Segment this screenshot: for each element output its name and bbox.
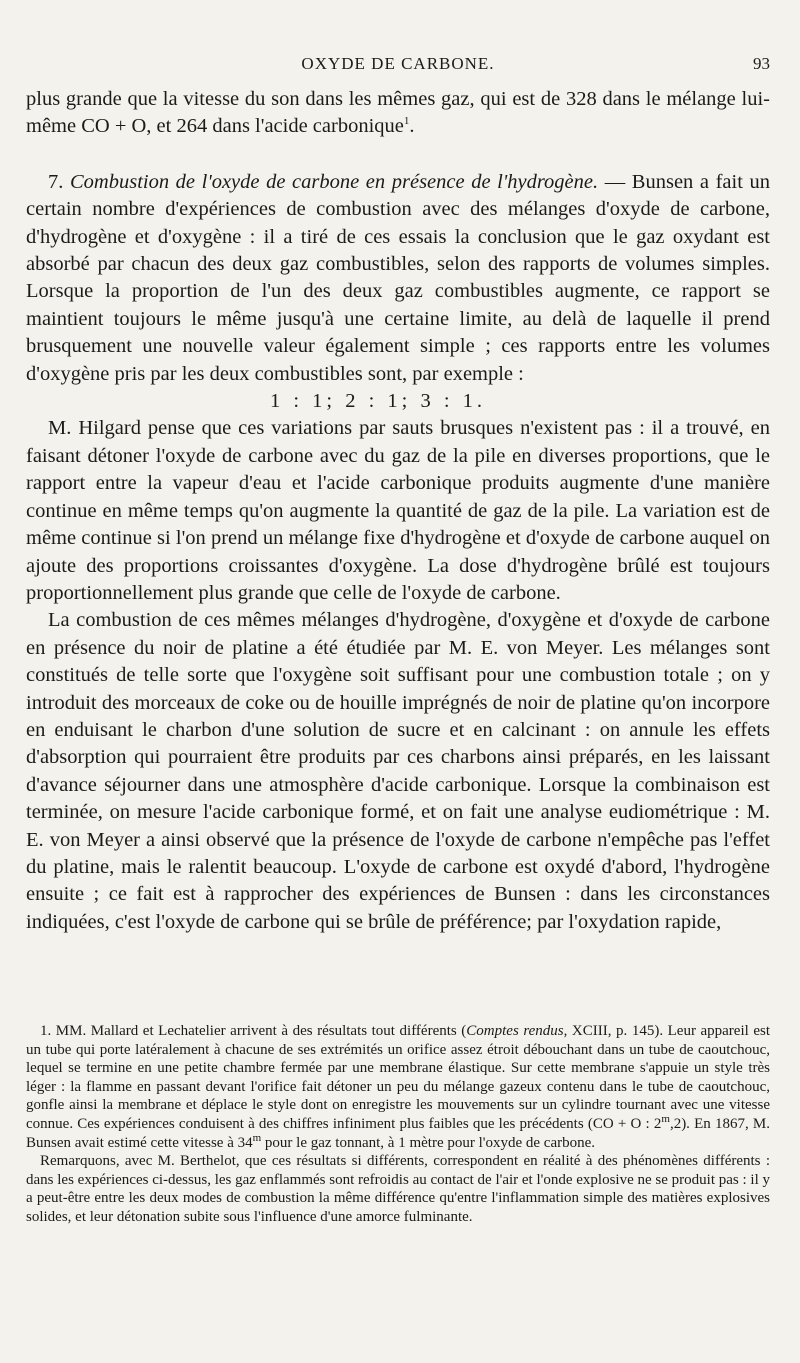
paragraph-continuation xyxy=(26,86,770,141)
footnote-ref: 1 xyxy=(403,115,410,128)
footnotes xyxy=(26,1022,770,1227)
paragraph-text: — Bunsen a fait un certain nombre d'expériences de combustion avec des mélanges d'oxyde de carbone, d'hydrogène et d'oxygène : il a tiré de ces essais la conclusion que le gaz oxydant est absorbé par chacun des deux gaz combustibles, selon des rapports de volumes simples. Lorsque la proportion de l'un des deux gaz combustibles augmente, ce rapport se maintient toujours le même jusqu'à une certaine limite, au delà de laquelle il prend brusquement une nouvelle valeur également simple ; ces rapports entre les volumes d'oxygène pris par les deux combustibles sont, par exemple : xyxy=(26,170,770,385)
footnote-text: , XCIII, p. 145). Leur appareil est un tube qui porte latéralement à chacune de ses extrémités un orifice assez étroit débouchant dans un tube de caoutchouc, lequel se termine en une petite chambre fermée par une membrane élastique. Sur cette membrane s'appuie un style très léger : la flamme en passant devant l'orifice fait détoner un peu du mélange gazeux contenu dans le tube de caoutchouc, gonfle ainsi la membrane et déplace le style dont on enregistre les mouvements sur un cylindre tournant avec une vitesse connue. Ces expériences conduisent à des chiffres infiniment plus faibles que les précédents (CO + O : 2 xyxy=(26,1023,770,1132)
paragraph-text: plus grande que la vitesse du son dans les mêmes gaz, qui est de 328 dans le mélange lui-même CO + O, et 264 dans l'acide carbonique xyxy=(26,88,770,138)
page-number: 93 xyxy=(753,54,770,73)
running-title: OXYDE DE CARBONE. xyxy=(301,54,495,73)
ratio-line: 1 : 1; 2 : 1; 3 : 1. xyxy=(269,390,487,413)
footnote-text: ,2). En 1867, M. Bunsen avait estimé cette vitesse à 34 xyxy=(26,1115,770,1151)
page-header xyxy=(26,54,770,78)
section-number: 7. xyxy=(48,170,64,193)
paragraph-hilgard: M. Hilgard pense que ces variations par sauts brusques n'existent pas : il a trouvé, en faisant détoner l'oxyde de carbone avec du gaz de la pile en diverses proportions, que le rapport entre la vapeur d'eau et l'acide carbonique produits augmente d'une manière continue en même temps qu'on augmente la quantité de gaz de la pile. La variation est de même continue si l'on prend un mélange fixe d'hydrogène et d'oxyde de carbone auquel on ajoute des proportions croissantes d'oxygène. La dose d'hydrogène brûlé est toujours proportionnellement plus grande que celle de l'oxyde de carbone. xyxy=(26,417,770,604)
main-text xyxy=(26,86,770,936)
footnote-text: pour le gaz tonnant, à 1 mètre pour l'oxyde de carbone. xyxy=(261,1134,596,1151)
journal-title: Comptes rendus xyxy=(466,1023,564,1039)
unit-superscript: m xyxy=(661,1112,670,1125)
paragraph-platine: La combustion de ces mêmes mélanges d'hydrogène, d'oxygène et d'oxyde de carbone en présence du noir de platine a été étudiée par M. E. von Meyer. Les mélanges sont constitués de telle sorte que l'oxygène soit suffisant pour une combustion totale ; on y introduit des morceaux de coke ou de houille imprégnés de noir de platine qu'on incorpore en enduisant le charbon d'une solution de sucre et en calcinant : on annule les effets d'absorption qui pourraient être produits par ces charbons ainsi préparés, en les laissant d'avance séjourner dans une atmosphère d'acide carbonique. Lorsque la combinaison est terminée, on mesure l'acide carbonique formé, et on fait une analyse eudiométrique : M. E. von Meyer a ainsi observé que la présence de l'oxyde de carbone n'empêche pas l'effet du platine, mais le ralentit beaucoup. L'oxyde de carbone est oxydé d'abord, l'hydrogène ensuite ; ce fait est à rapprocher des expériences de Bunsen : dans les circonstances indiquées, c'est l'oxyde de carbone qui se brûle de préférence; par l'oxydation rapide, xyxy=(26,609,770,933)
footnote-remark: Remarquons, avec M. Berthelot, que ces résultats si différents, correspondent en réalité à des phénomènes différents : dans les expériences ci-dessus, les gaz enflammés sont refroidis au contact de l'air et l'onde explosive ne se produit pas : il y a peut-être entre les deux modes de combustion la même différence qu'entre l'inflammation simple des matières explosives solides, et leur détonation subite sous l'influence d'une amorce fulminante. xyxy=(26,1153,770,1225)
unit-superscript: m xyxy=(252,1131,262,1144)
footnote-text: 1. MM. Mallard et Lechatelier arrivent à des résultats tout différents ( xyxy=(40,1023,467,1039)
paragraph-end: . xyxy=(409,115,415,138)
footnote-1 xyxy=(26,1022,770,1152)
section-title: Combustion de l'oxyde de carbone en présence de l'hydrogène. xyxy=(69,170,599,193)
section-paragraph xyxy=(26,169,770,388)
